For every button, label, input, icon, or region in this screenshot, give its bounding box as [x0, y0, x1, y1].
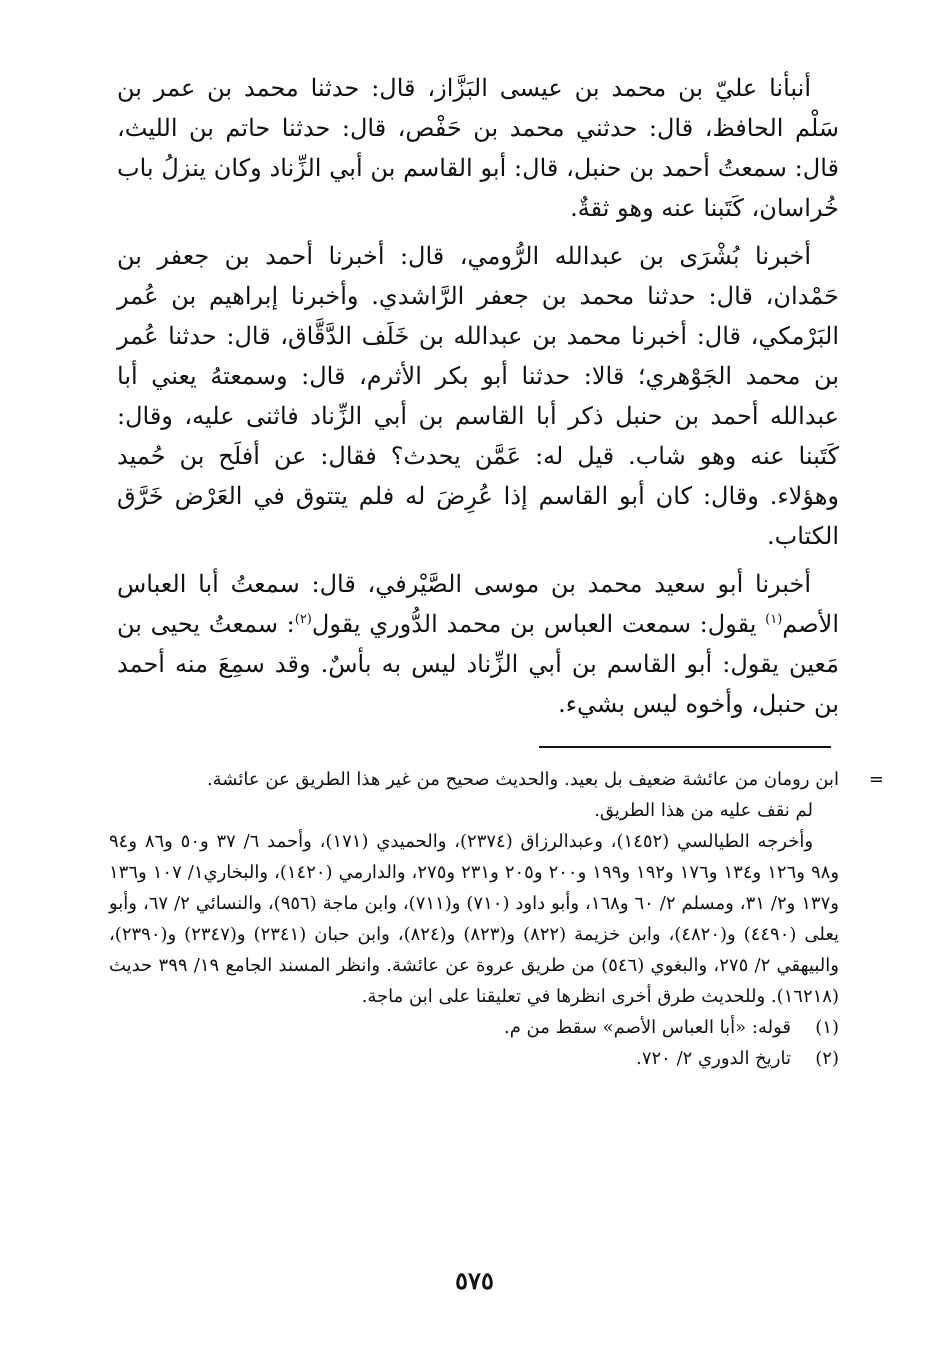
main-text-body	[117, 68, 839, 732]
footnote-ref-2: (٢)	[294, 612, 312, 627]
footnote-1-number: (١)	[815, 1017, 839, 1038]
footnote-2	[109, 1043, 839, 1074]
footnote-continuation	[109, 764, 884, 795]
paragraph-3	[117, 564, 839, 724]
footnote-continuation-text: ابن رومان من عائشة ضعيف بل بعيد. والحديث صحيح من غير هذا الطريق عن عائشة.	[206, 769, 839, 790]
footnote-1	[109, 1012, 839, 1043]
footnote-2-number: (٢)	[815, 1048, 839, 1069]
footnote-ref-1: (١)	[765, 612, 783, 627]
page-number: ٥٧٥	[455, 1266, 494, 1295]
footnote-line-2: لم نقف عليه من هذا الطريق.	[594, 800, 813, 821]
footnote-separator	[539, 746, 831, 748]
paragraph-3-part-1: أخبرنا أبو سعيد محمد بن موسى الصَّيْرفي، قال: سمعتُ أبا العباس الأصم	[117, 570, 839, 638]
paragraph-2: أخبرنا بُشْرَى بن عبدالله الرُّومي، قال: أخبرنا أحمد بن جعفر بن حَمْدان، قال: حدثنا محمد بن جعفر الرَّاشدي. وأخبرنا إبراهيم بن عُمر البَرْمكي، قال: أخبرنا محمد بن عبدالله بن خَلَف الدَّقَّاق، قال: حدثنا عُمر بن محمد الجَوْهري؛ قالا: حدثنا أبو بكر الأثرم، قال: وسمعتهُ يعني أبا عبدالله أحمد بن حنبل ذكر أبا القاسم بن أبي الزِّناد فاثنى عليه، وقال: كَتَبنا عنه وهو شاب. قيل له: عَمَّن يحدث؟ فقال: عن أفلَح بن حُميد وهؤلاء. وقال: كان أبو القاسم إذا عُرِضَ له فلم يتتوق في العَرْض خَرَّق الكتاب.	[117, 242, 839, 550]
continuation-mark: =	[868, 769, 884, 790]
paragraph-3-part-3: : سمعتُ يحيى بن مَعين يقول: أبو القاسم بن أبي الزِّناد ليس به بأسٌ. وقد سمِعَ منه أحمد بن حنبل، وأخوه ليس بشيء.	[117, 610, 839, 718]
paragraph-3-part-2: يقول: سمعت العباس بن محمد الدُّوري يقول	[311, 610, 766, 638]
footnotes-section	[109, 764, 884, 1074]
paragraph-1: أنبأنا عليّ بن محمد بن عيسى البَزَّاز، قال: حدثنا محمد بن عمر بن سَلْم الحافظ، قال: حدثني محمد بن حَفْص، قال: حدثنا حاتم بن الليث، قال: سمعتُ أحمد بن حنبل، قال: أبو القاسم بن أبي الزِّناد وكان ينزلُ باب خُراسان، كَتَبنا عنه وهو ثقةٌ.	[117, 74, 840, 222]
footnote-2-text: تاريخ الدوري ٢/ ٧٢٠.	[636, 1048, 791, 1069]
footnote-line-3: وأخرجه الطيالسي (١٤٥٢)، وعبدالرزاق (٢٣٧٤)، والحميدي (١٧١)، وأحمد ٦/ ٣٧ و٥٠ و٨٦ و٩٤ و٩٨ و١٢٦ و١٣٤ و١٧٦ و١٩٢ و١٩٩ و٢٠٠ و٢٠٥ و٢٣١ و٢٧٥، والدارمي (١٤٢٠)، والبخاري١/ ١٠٧ و١٣٦ و١٣٧ و٢/ ٣١، ومسلم ٢/ ٦٠ و١٦٨، وأبو داود (٧١٠) و(٧١١)، وابن ماجة (٩٥٦)، والنسائي ٢/ ٦٧، وأبو يعلى (٤٤٩٠) و(٤٨٢٠)، وابن خزيمة (٨٢٢) و(٨٢٣) و(٨٢٤)، وابن حبان (٢٣٤١) و(٢٣٤٧) و(٢٣٩٠)، والبيهقي ٢/ ٢٧٥، والبغوي (٥٤٦) من طريق عروة عن عائشة. وانظر المسند الجامع ١٩/ ٣٩٩ حديث (١٦٢١٨). وللحديث طرق أخرى انظرها في تعليقنا على ابن ماجة.	[109, 831, 840, 1007]
footnote-1-text: قوله: «أبا العباس الأصم» سقط من م.	[503, 1017, 791, 1038]
